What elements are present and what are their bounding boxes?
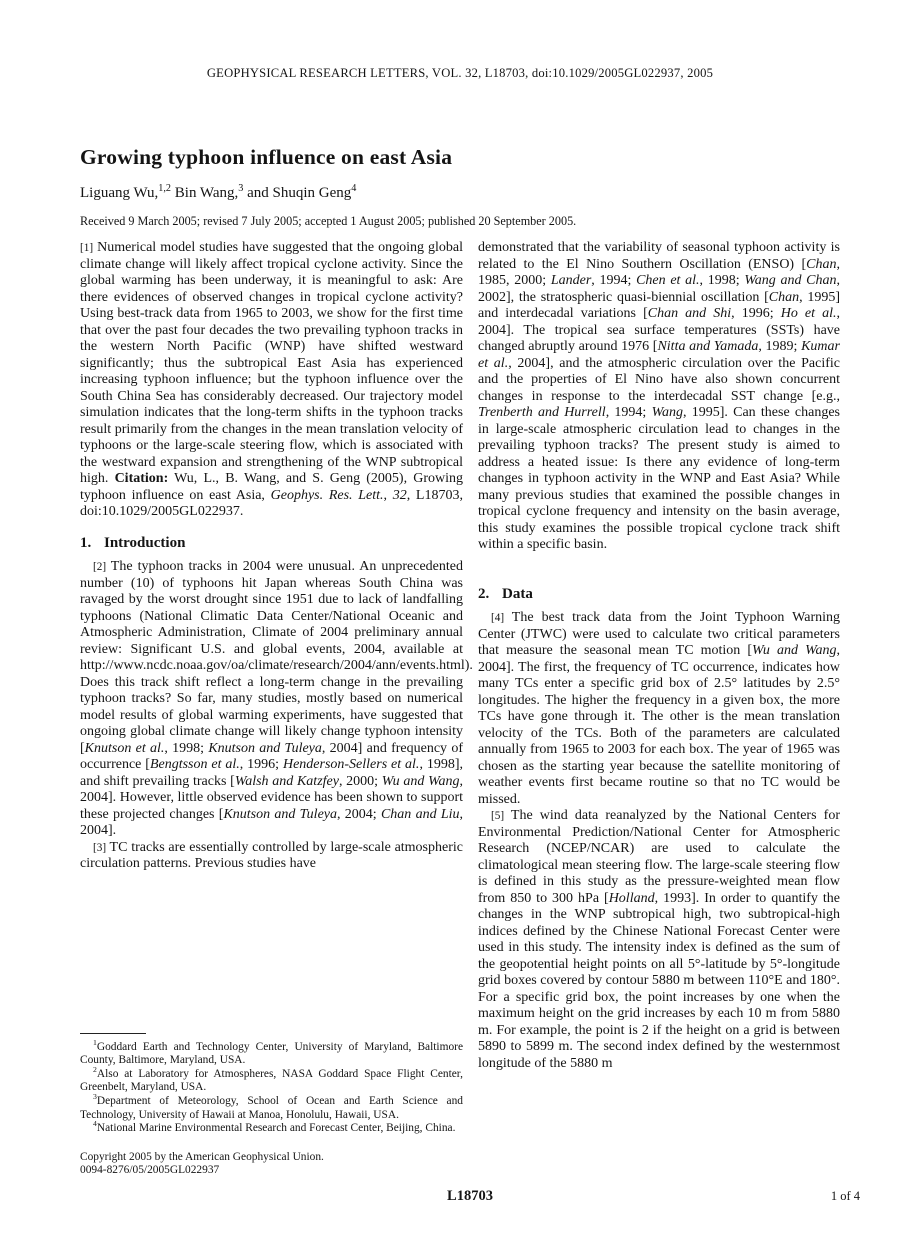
footnote-1: $^1$Goddard Earth and Technology Center, University of Maryland, Baltimore County, Baltimore, Maryland, USA. xyxy=(80,1037,463,1067)
abstract-paragraph: [1] Numerical model studies have suggested that the ongoing global climate change will likely affect tropical cyclone activity. Since the global warming has been underway, it is meaningful to ask: Are there evidences of observed changes in tropical cyclone activity? Using best-track data from 1965 to 2003, we show for the first time that over the past four decades the two prevailing typhoon tracks in the western North Pacific (WNP) have shifted westward significantly; thus the subtropical East Asia has experienced increasing typhoon influence; but the typhoon influence over the South China Sea has considerably decreased. Our trajectory model simulation indicates that the long-term shifts in the typhoon tracks result primarily from the changes in the mean translation velocity of typhoons or the large-scale steering flow, which is associated with the westward expansion and strengthening of the WNP subtropical high. Citation: Wu, L., B. Wang, and S. Geng (2005), Growing typhoon influence on east Asia, Geophys. Res. Lett., 32, L18703, doi:10.1029/2005GL022937. xyxy=(80,240,464,519)
section-1-label: Introduction xyxy=(104,534,186,551)
section-2-heading xyxy=(478,586,840,603)
paragraph-3: [3] TC tracks are essentially controlled by large-scale atmospheric circulation patterns. Previous studies have xyxy=(80,839,463,871)
title-block xyxy=(80,145,840,229)
copyright-line-1: Copyright 2005 by the American Geophysical Union. xyxy=(80,1150,324,1163)
authors-line: Liguang Wu,$^{1,2}$ Bin Wang,$^3$ and Shuqin Geng$^4$ xyxy=(80,183,357,201)
footnote-4: $^4$National Marine Environmental Research and Forecast Center, Beijing, China. xyxy=(93,1119,456,1135)
paragraph-3-continued: demonstrated that the variability of seasonal typhoon activity is related to the El Nino Southern Oscillation (ENSO) [Chan, 1985, 2000; Lander, 1994; Chen et al., 1998; Wang and Chan, 2002], the stratospheric quasi-biennial oscillation [Chan, 1995] and interdecadal variations [Chan and Shi, 1996; Ho et al., 2004]. The tropical sea surface temperatures (SSTs) have changed abruptly around 1976 [Nitta and Yamada, 1989; Kumar et al., 2004], and the atmospheric circulation over the Pacific and the properties of El Nino have also shown concurrent changes in response to the interdecadal SST change [e.g., Trenberth and Hurrell, 1994; Wang, 1995]. Can these changes in large-scale atmospheric circulation lead to changes in the prevailing typhoon tracks? The present study is aimed to address a heated issue: Is there any evidence of long-term changes in typhoon activity in the WNP and East Asia? While many previous studies that examined the possible changes in tropical cyclone frequency and intensity on the basin average, this study examines the possible tropical cyclone track shift within a specific basin. xyxy=(478,240,841,552)
received-line: Received 9 March 2005; revised 7 July 2005; accepted 1 August 2005; published 20 September 2005. xyxy=(80,214,577,228)
paragraph-2: [2] The typhoon tracks in 2004 were unusual. An unprecedented number (10) of typhoons hit Japan whereas South China was ravaged by the worst drought since 1951 due to lack of landfalling typhoons (National Climatic Data Center/National Oceanic and Atmospheric Administration, Climate of 2004 preliminary annual review: Significant U.S. and global events, 2004, available at http://www.ncdc.noaa.gov/oa/climate/research/2004/ann/events.html). Does this track shift reflect a long-term change in the prevailing typhoon tracks? So far, many studies, mostly based on numerical model results of global warming experiments, have suggested that ongoing global climate change will likely change typhoon intensity [Knutson et al., 1998; Knutson and Tuleya, 2004] and frequency of occurrence [Bengtsson et al., 1996; Henderson-Sellers et al., 1998], and shift prevailing tracks [Walsh and Katzfey, 2000; Wu and Wang, 2004]. However, little observed evidence has been shown to support these projected changes [Knutson and Tuleya, 2004; Chan and Liu, 2004]. xyxy=(80,559,473,838)
footnote-block xyxy=(80,1033,463,1178)
footer-citation-number: L18703 xyxy=(447,1188,493,1204)
section-2-label: Data xyxy=(502,585,533,602)
footnote-3: $^3$Department of Meteorology, School of Ocean and Earth Science and Technology, University of Hawaii at Manoa, Honolulu, Hawaii, USA. xyxy=(80,1092,463,1121)
paper-title: Growing typhoon influence on east Asia xyxy=(80,145,453,169)
journal-header: GEOPHYSICAL RESEARCH LETTERS, VOL. 32, L18703, doi:10.1029/2005GL022937, 2005 xyxy=(206,66,714,80)
copyright-block xyxy=(80,1151,463,1178)
paragraph-5: [5] The wind data reanalyzed by the National Centers for Environmental Prediction/National Center for Atmospheric Research (NCEP/NCAR) are used to calculate the climatological mean steering flow. The large-scale steering flow is defined in this study as the pressure-weighted mean flow from 850 to 300 hPa [Holland, 1993]. In order to quantify the changes in the WNP subtropical high, two subtropical-high indices defined by the Chinese National Forecast Center were used in this study. The intensity index is defined as the sum of the geopotential height points on all 5°-latitude by 5°-longitude grid boxes covered by contour 5880 m between 110°E and 180°. For a specific grid box, the point increases by one when the maximum height on the grid increases by each 10 m from 5880 m. For example, the point is 2 if the height on a grid is between 5890 to 5899 m. The second index defined by the westernmost longitude of the 5880 m xyxy=(478,808,840,1071)
copyright-line-2: 0094-8276/05/2005GL022937 xyxy=(80,1164,220,1177)
paragraph-4: [4] The best track data from the Joint Typhoon Warning Center (JTWC) were used to calculate two critical parameters that measure the seasonal mean TC motion [Wu and Wang, 2004]. The first, the frequency of TC occurrence, indicates how many TCs enter a specific grid box of 2.5° latitudes by 2.5° longitudes. The higher the frequency in a given box, the more TCs have gone through it. The other is the mean translation velocity of the TCs. Both of the parameters are calculated annually from 1965 to 2003 for each box. The year of 1965 was chosen as the starting year because the satellite monitoring of weather events first became routine so that no TC would be missed. xyxy=(478,610,840,807)
section-2-number: 2. xyxy=(478,585,490,602)
footnote-2: $^2$Also at Laboratory for Atmospheres, NASA Goddard Space Flight Center, Greenbelt, Maryland, USA. xyxy=(80,1065,463,1094)
footer-page-number: 1 of 4 xyxy=(830,1189,860,1203)
left-column xyxy=(80,240,473,1178)
section-1-heading xyxy=(80,535,463,552)
two-column-body xyxy=(80,240,840,1178)
footnote-separator-rule xyxy=(80,1033,146,1034)
right-column xyxy=(478,240,840,1178)
page-footer xyxy=(80,1188,860,1206)
section-1-number: 1. xyxy=(80,534,92,551)
